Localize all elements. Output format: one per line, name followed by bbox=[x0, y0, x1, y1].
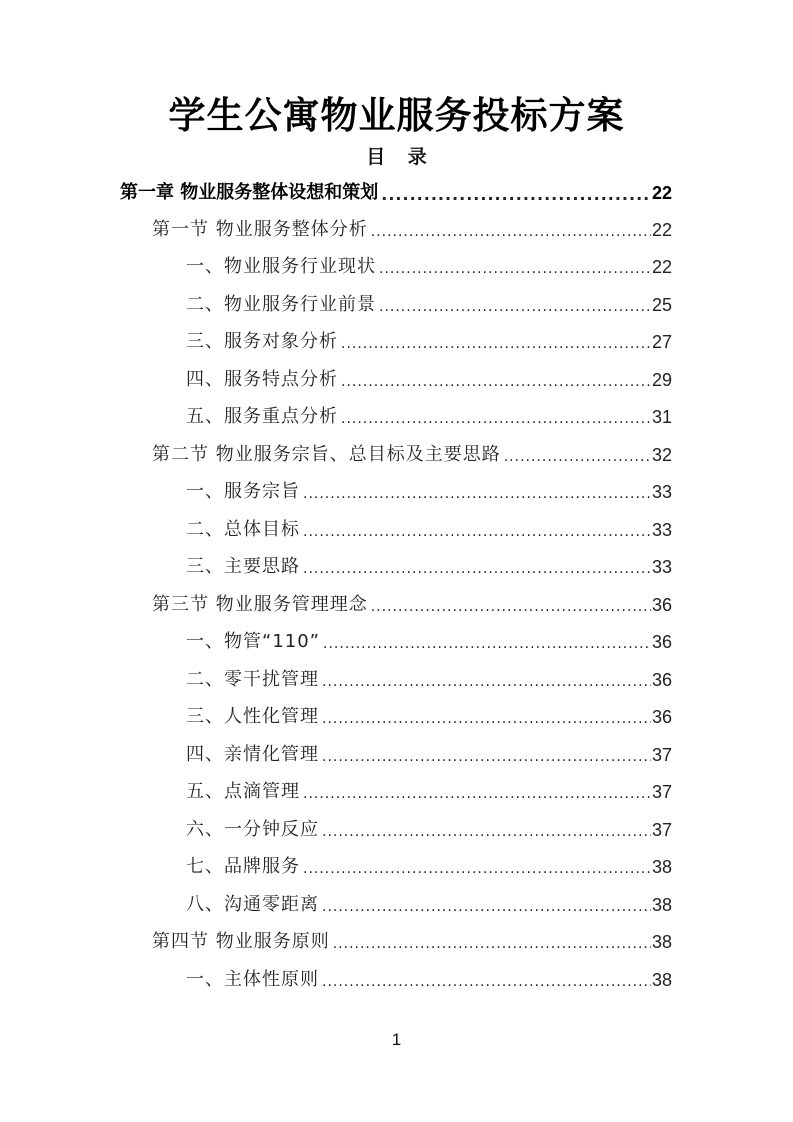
toc-entry-page: 36 bbox=[651, 595, 672, 615]
toc-entry-item[interactable] bbox=[186, 625, 672, 655]
toc-entry-section[interactable] bbox=[152, 588, 672, 618]
toc-entry-page: 25 bbox=[651, 295, 672, 315]
toc-entry-item[interactable] bbox=[186, 550, 672, 580]
toc-entry-item[interactable] bbox=[186, 475, 672, 505]
toc-entry-page: 31 bbox=[651, 407, 672, 427]
dot-leader bbox=[333, 933, 651, 955]
toc-entry-page: 38 bbox=[651, 970, 672, 990]
toc-entry-label: 三、服务对象分析 bbox=[186, 331, 338, 352]
toc-entry-label: 一、物管“110” bbox=[186, 631, 321, 652]
toc-entry-page: 37 bbox=[651, 782, 672, 802]
toc-entry-label: 六、一分钟反应 bbox=[186, 819, 319, 840]
dot-leader bbox=[303, 558, 651, 580]
toc-entry-item[interactable] bbox=[186, 775, 672, 805]
toc-entry-label: 八、沟通零距离 bbox=[186, 894, 319, 915]
toc-entry-page: 37 bbox=[651, 745, 672, 765]
dot-leader bbox=[323, 633, 651, 655]
page-number: 1 bbox=[391, 1030, 402, 1049]
toc-entry-page: 36 bbox=[651, 707, 672, 727]
toc-entry-label: 三、主要思路 bbox=[186, 556, 300, 577]
toc-entry-item[interactable] bbox=[186, 363, 672, 393]
dot-leader bbox=[322, 708, 651, 730]
toc-entry-section[interactable] bbox=[152, 925, 672, 955]
toc-entry-page: 37 bbox=[651, 820, 672, 840]
toc-entry-label: 二、物业服务行业前景 bbox=[186, 294, 376, 315]
dot-leader bbox=[303, 521, 651, 543]
toc-entry-label: 一、主体性原则 bbox=[186, 969, 319, 990]
toc-entry-label: 三、人性化管理 bbox=[186, 706, 319, 727]
toc-entry-item[interactable] bbox=[186, 663, 672, 693]
toc-entry-label: 四、服务特点分析 bbox=[186, 369, 338, 390]
dot-leader bbox=[379, 258, 651, 280]
toc-entry-page: 22 bbox=[651, 183, 672, 203]
toc-entry-label: 五、服务重点分析 bbox=[186, 406, 338, 427]
toc-entry-section[interactable] bbox=[152, 438, 672, 468]
toc-entry-item[interactable] bbox=[186, 513, 672, 543]
toc-entry-label: 一、服务宗旨 bbox=[186, 481, 300, 502]
toc-entry-label: 第二节 物业服务宗旨、总目标及主要思路 bbox=[152, 444, 501, 465]
toc-entry-page: 22 bbox=[651, 257, 672, 277]
toc-entry-label: 第一章 物业服务整体设想和策划 bbox=[120, 182, 379, 203]
dot-leader bbox=[379, 296, 651, 318]
toc-entry-item[interactable] bbox=[186, 700, 672, 730]
toc-entry-page: 27 bbox=[651, 332, 672, 352]
dot-leader bbox=[371, 221, 651, 243]
dot-leader bbox=[303, 783, 651, 805]
dot-leader bbox=[504, 446, 651, 468]
toc-entry-item[interactable] bbox=[186, 400, 672, 430]
toc-entry-page: 36 bbox=[651, 632, 672, 652]
toc-entry-label: 二、零干扰管理 bbox=[186, 669, 319, 690]
toc-entry-page: 38 bbox=[651, 932, 672, 952]
dot-leader bbox=[303, 483, 651, 505]
toc-entry-chapter[interactable] bbox=[120, 176, 672, 206]
dot-leader bbox=[381, 184, 651, 206]
toc-entry-page: 38 bbox=[651, 857, 672, 877]
dot-leader bbox=[322, 821, 651, 843]
toc-entry-label: 五、点滴管理 bbox=[186, 781, 300, 802]
toc-entry-page: 38 bbox=[651, 895, 672, 915]
dot-leader bbox=[322, 971, 651, 993]
toc-entry-page: 33 bbox=[651, 557, 672, 577]
toc-entry-label: 四、亲情化管理 bbox=[186, 744, 319, 765]
toc-entry-section[interactable] bbox=[152, 213, 672, 243]
toc-entry-page: 22 bbox=[651, 220, 672, 240]
dot-leader bbox=[341, 371, 651, 393]
toc-entry-label: 第四节 物业服务原则 bbox=[152, 931, 330, 952]
dot-leader bbox=[322, 746, 651, 768]
dot-leader bbox=[322, 896, 651, 918]
toc-entry-item[interactable] bbox=[186, 850, 672, 880]
dot-leader bbox=[341, 408, 651, 430]
toc-entry-label: 第三节 物业服务管理理念 bbox=[152, 594, 368, 615]
toc-entry-label: 二、总体目标 bbox=[186, 519, 300, 540]
toc-entry-page: 33 bbox=[651, 482, 672, 502]
toc-entry-item[interactable] bbox=[186, 888, 672, 918]
dot-leader bbox=[322, 671, 651, 693]
toc-entry-page: 33 bbox=[651, 520, 672, 540]
dot-leader bbox=[341, 333, 651, 355]
dot-leader bbox=[371, 596, 651, 618]
toc-entry-item[interactable] bbox=[186, 325, 672, 355]
toc-heading: 目 录 bbox=[366, 146, 435, 168]
document-title: 学生公寓物业服务投标方案 bbox=[168, 94, 625, 137]
toc-entry-page: 32 bbox=[651, 445, 672, 465]
toc-entry-item[interactable] bbox=[186, 738, 672, 768]
toc-entry-item[interactable] bbox=[186, 963, 672, 993]
toc-entry-label: 第一节 物业服务整体分析 bbox=[152, 219, 368, 240]
toc-entry-item[interactable] bbox=[186, 250, 672, 280]
toc-entry-label: 七、品牌服务 bbox=[186, 856, 300, 877]
toc-entry-page: 29 bbox=[651, 370, 672, 390]
toc-entry-item[interactable] bbox=[186, 288, 672, 318]
toc-entry-page: 36 bbox=[651, 670, 672, 690]
toc-entry-label: 一、物业服务行业现状 bbox=[186, 256, 376, 277]
toc-entry-item[interactable] bbox=[186, 813, 672, 843]
dot-leader bbox=[303, 858, 651, 880]
